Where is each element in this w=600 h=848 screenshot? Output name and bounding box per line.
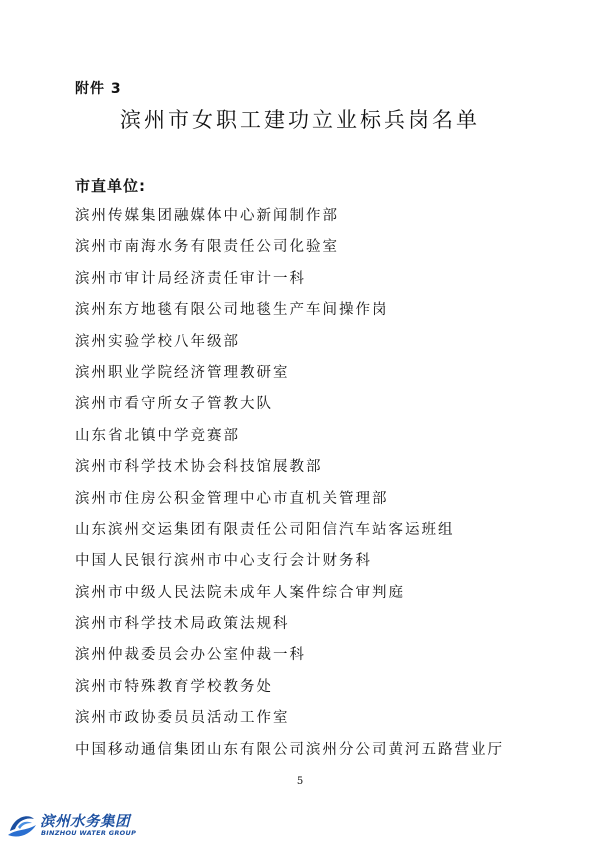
list-item: 滨州市南海水务有限责任公司化验室	[75, 239, 339, 256]
logo-subtitle: BINZHOU WATER GROUP	[41, 829, 137, 837]
list-item: 滨州市住房公积金管理中心市直机关管理部	[75, 490, 389, 507]
list-item: 滨州市科学技术协会科技馆展教部	[75, 459, 323, 476]
list-item: 中国移动通信集团山东有限公司滨州分公司黄河五路营业厅	[75, 741, 504, 758]
logo-name: 滨州水务集团	[40, 814, 130, 830]
section-heading: 市直单位:	[75, 177, 146, 195]
list-item: 中国人民银行滨州市中心支行会计财务科	[75, 553, 372, 570]
list-item: 滨州东方地毯有限公司地毯生产车间操作岗	[75, 302, 389, 319]
water-wave-logo-icon	[6, 809, 38, 841]
list-item: 滨州市科学技术局政策法规科	[75, 616, 290, 633]
page-number: 5	[296, 776, 304, 787]
list-item: 滨州仲裁委员会办公室仲裁一科	[75, 647, 306, 664]
unit-list	[75, 201, 504, 766]
list-item: 滨州实验学校八年级部	[75, 333, 240, 350]
list-item: 山东滨州交运集团有限责任公司阳信汽车站客运班组	[75, 521, 455, 538]
list-item: 滨州职业学院经济管理教研室	[75, 364, 290, 381]
document-title: 滨州市女职工建功立业标兵岗名单	[120, 108, 480, 132]
list-item: 滨州市特殊教育学校教务处	[75, 678, 273, 695]
list-item: 山东省北镇中学竞赛部	[75, 427, 240, 444]
list-item: 滨州市审计局经济责任审计一科	[75, 270, 306, 287]
list-item: 滨州市看守所女子管教大队	[75, 396, 273, 413]
list-item: 滨州传媒集团融媒体中心新闻制作部	[75, 208, 339, 224]
list-item: 滨州市中级人民法院未成年人案件综合审判庭	[75, 584, 405, 601]
company-logo	[6, 808, 146, 842]
attachment-label: 附件 3	[75, 81, 122, 97]
list-item: 滨州市政协委员员活动工作室	[75, 710, 290, 727]
